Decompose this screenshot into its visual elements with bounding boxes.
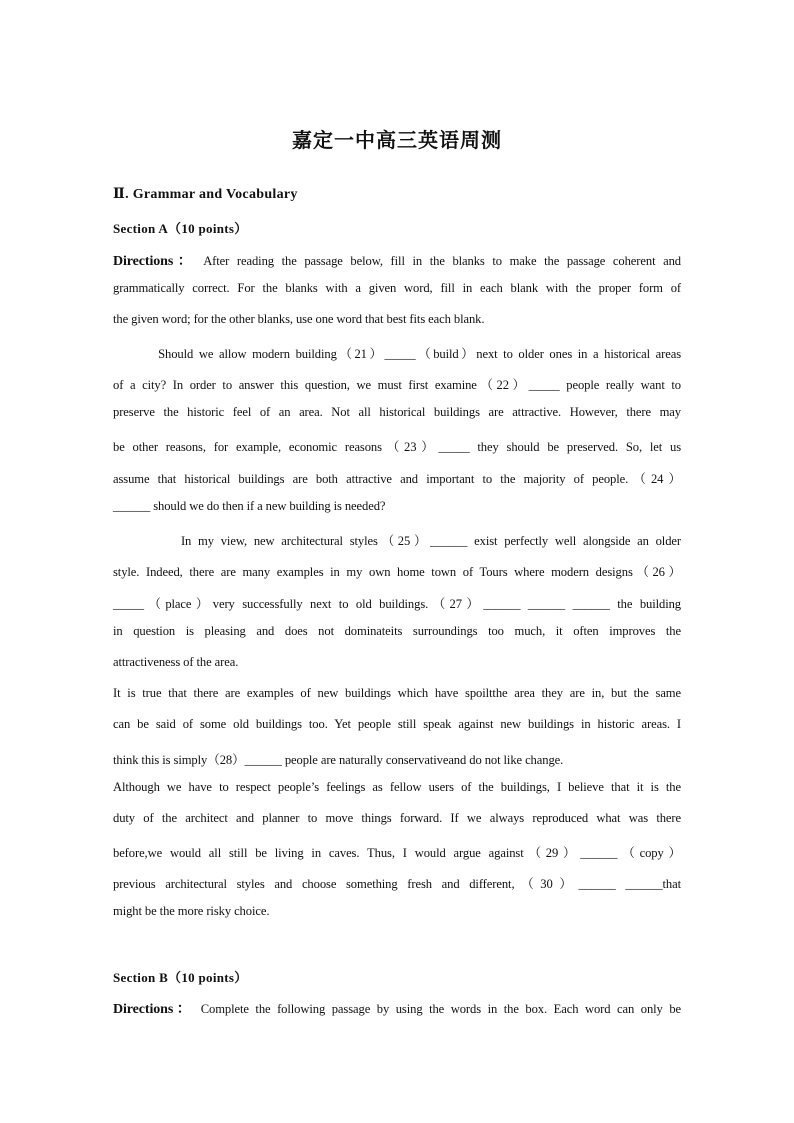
passage-line: in question is pleasing and does not dominateits surroundings too much, it often improves the <box>113 624 681 638</box>
page-title: 嘉定一中高三英语周测 <box>292 128 502 152</box>
section-a-heading: Section A（10 points） <box>113 221 248 236</box>
passage-line: style. Indeed, there are many examples in my own home town of Tours where modern designs（26） <box>113 565 681 579</box>
section-b-heading: Section B（10 points） <box>113 970 248 985</box>
passage-line: can be said of some old buildings too. Yet people still speak against new buildings in historic areas. I <box>113 717 681 731</box>
passage-line: It is true that there are examples of new buildings which have spoiltthe area they are in, but the same <box>113 686 681 700</box>
passage-line: be other reasons, for example, economic reasons（23）_____ they should be preserved. So, let us <box>113 440 681 454</box>
directions-label: Directions： <box>113 254 197 269</box>
passage-line: might be the more risky choice. <box>113 904 270 918</box>
passage-line: previous architectural styles and choose something fresh and different,（30）______ ______that <box>113 877 681 891</box>
passage-line: attractiveness of the area. <box>113 655 239 669</box>
passage-line: preserve the historic feel of an area. Not all historical buildings are attractive. However, there may <box>113 405 681 419</box>
directions-label: Directions： <box>113 1002 195 1017</box>
directions-line <box>113 998 681 1018</box>
passage-line: ______ should we do then if a new building is needed? <box>113 499 386 513</box>
directions-text: Complete the following passage by using the words in the box. Each word can only be <box>194 1002 682 1016</box>
passage-line: think this is simply（28）______ people are naturally conservativeand do not like change. <box>113 753 564 767</box>
directions-line <box>113 250 681 270</box>
passage-line: duty of the architect and planner to move things forward. If we always reproduced what was there <box>113 811 681 825</box>
passage-line: _____（place）very successfully next to old buildings.（27）______ ______ ______ the building <box>113 597 681 611</box>
passage-line: before,we would all still be living in caves. Thus, I would argue against（29）______（copy） <box>113 846 681 860</box>
section-heading: Ⅱ. Grammar and Vocabulary <box>113 187 298 202</box>
passage-line: grammatically correct. For the blanks with a given word, fill in each blank with the proper form of <box>113 281 681 295</box>
passage-line: of a city? In order to answer this question, we must first examine（22）_____ people really want to <box>113 378 681 392</box>
passage-line: In my view, new architectural styles（25）______ exist perfectly well alongside an older <box>113 534 681 548</box>
passage-line: the given word; for the other blanks, use one word that best fits each blank. <box>113 312 485 326</box>
passage-line: Should we allow modern building（21）_____（build）next to older ones in a historical areas <box>113 347 681 361</box>
directions-text: After reading the passage below, fill in the blanks to make the passage coherent and <box>196 254 681 268</box>
passage-line: Although we have to respect people’s feelings as fellow users of the buildings, I believe that it is the <box>113 780 681 794</box>
passage-line: assume that historical buildings are both attractive and important to the majority of people.（24） <box>113 472 681 486</box>
